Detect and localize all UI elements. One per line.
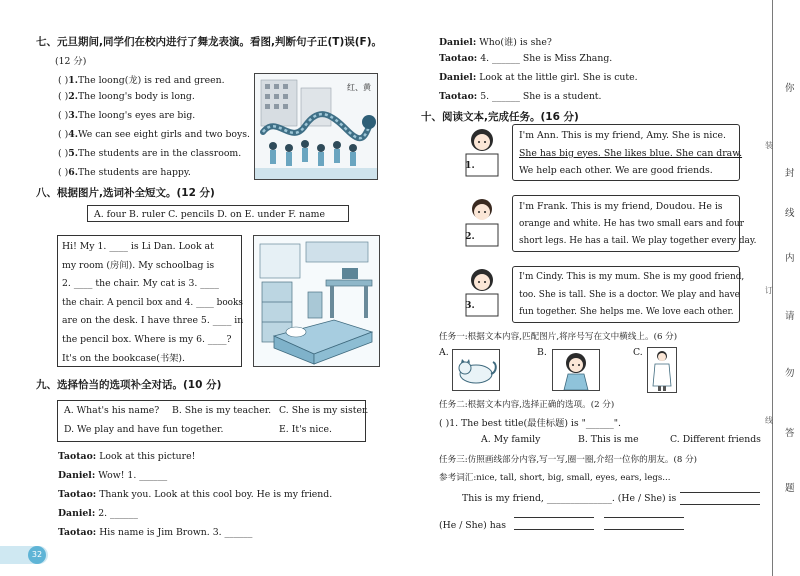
dragon-dance-illustration: [254, 73, 378, 180]
task-3-line-1: This is my friend, ______________. (He / She) is: [462, 493, 677, 504]
section-10-title: 十、阅读文本,完成任务。(16 分): [421, 111, 579, 123]
tf-item-5: ( )5.The students are in the classroom.: [58, 148, 242, 159]
gutter-mark: 订: [765, 286, 773, 295]
gutter-char: 题: [785, 483, 795, 494]
task-2-option-b: B. This is me: [578, 434, 639, 445]
passage-2-number: 2.: [465, 231, 475, 242]
dialog-line: Taotao: His name is Jim Brown. 3. ______: [58, 527, 253, 538]
passage-3-bubble: [512, 266, 745, 323]
passage-1-bubble: [512, 124, 743, 181]
tf-item-2: ( )2.The loong's body is long.: [58, 91, 195, 102]
task-2-question: ( )1. The best title(最佳标题) is "______".: [439, 418, 622, 429]
task-2-option-c: C. Different friends: [670, 434, 761, 445]
tf-item-6: ( )6.The students are happy.: [58, 167, 191, 178]
section-8-title: 八、根据图片,选词补全短文。(12 分): [36, 187, 215, 199]
answer-line: [514, 529, 594, 530]
passage-1-line: I'm Ann. This is my friend, Amy. She is nice.: [519, 130, 727, 141]
bedroom-illustration: [253, 235, 380, 367]
passage-line: 2. ____ the chair. My cat is 3. ____: [62, 278, 219, 290]
dialog-line: Daniel: Look at the little girl. She is cute.: [439, 72, 638, 83]
gutter-mark: 线: [765, 416, 773, 425]
passage-line: my room (房间). My schoolbag is: [62, 259, 215, 271]
option-b: B. She is my teacher.: [172, 405, 272, 416]
gutter-char: 线: [785, 208, 795, 219]
passage-3-line: fun together. She helps me. We love each other.: [519, 307, 734, 317]
passage-3-number: 3.: [465, 300, 475, 311]
page-number: 32: [28, 546, 46, 564]
girl-picture: [552, 349, 600, 391]
passage-line: It's on the bookcase(书架).: [62, 352, 186, 364]
gutter-char: 请: [785, 311, 795, 322]
task-3-line-2: (He / She) has: [439, 520, 507, 531]
passage-line: Hi! My 1. ____ is Li Dan. Look at: [62, 241, 214, 252]
dialog-line: Taotao: Look at this picture!: [58, 451, 196, 462]
section-7-title: 七、元旦期间,同学们在校内进行了舞龙表演。看图,判断句子正(T)误(F)。: [36, 36, 383, 48]
dialog-line: Daniel: Wow! 1. ______: [58, 470, 168, 481]
tf-item-3: ( )3.The loong's eyes are big.: [58, 110, 196, 121]
passage-1-line: She has big eyes. She likes blue. She can draw.: [519, 147, 743, 159]
word-bank-box: A. four B. ruler C. pencils D. on E. under F. name: [87, 205, 349, 222]
task-2-option-a: A. My family: [481, 434, 541, 445]
passage-line: are on the desk. I have three 5. ____ in: [62, 315, 244, 327]
dialog-line: Taotao: Thank you. Look at this cool boy. He is my friend.: [58, 489, 333, 500]
task-1-instruction: 任务一:根据文本内容,匹配图片,将序号写在文中横线上。(6 分): [439, 332, 678, 342]
option-e: E. It's nice.: [279, 424, 333, 435]
dialog-line: Daniel: Who(谁) is she?: [439, 37, 552, 48]
answer-line: [680, 492, 760, 493]
pic-a-label: A.: [439, 347, 449, 358]
pic-b-label: B.: [537, 347, 547, 358]
option-c: C. She is my sister.: [279, 405, 369, 416]
answer-line: [604, 529, 684, 530]
task-3-instruction: 任务三:仿照画线部分内容,写一写,圈一圈,介绍一位你的朋友。(8 分): [439, 455, 698, 465]
tf-item-4: ( )4.We can see eight girls and two boys.: [58, 129, 250, 140]
pic-c-label: C.: [633, 347, 643, 358]
tf-item-1: ( )1.The loong(龙) is red and green.: [58, 75, 225, 86]
task-3-words: 参考词汇:nice, tall, short, big, small, eyes, ears, legs...: [439, 473, 671, 483]
dialog-line: Taotao: 4. ______ She is Miss Zhang.: [439, 53, 613, 64]
gutter-char: 你: [785, 83, 795, 94]
section-9-title: 九、选择恰当的选项补全对话。(10 分): [36, 379, 222, 391]
passage-line: the chair. A pencil box and 4. ____ books: [62, 297, 243, 308]
option-a: A. What's his name?: [64, 405, 160, 416]
gutter-char: 答: [785, 428, 795, 439]
passage-2-line: orange and white. He has two small ears and four: [519, 218, 745, 229]
gutter-char: 勿: [785, 368, 795, 379]
gutter-char: 封: [785, 168, 795, 179]
passage-3-line: too. She is tall. She is a doctor. We play and have: [519, 289, 740, 300]
passage-2-line: short legs. He has a tail. We play together every day.: [519, 236, 757, 246]
dialog-line: Taotao: 5. ______ She is a student.: [439, 91, 602, 102]
section-7-score: (12 分): [55, 56, 87, 67]
answer-line: [514, 517, 594, 518]
gutter-mark: 装: [765, 141, 773, 150]
task-2-instruction: 任务二:根据文本内容,选择正确的选项。(2 分): [439, 400, 615, 410]
answer-line: [680, 504, 760, 505]
passage-3-line: I'm Cindy. This is my mum. She is my good friend,: [519, 272, 745, 282]
passage-2-bubble: [512, 195, 757, 252]
doctor-mum-picture: [647, 347, 677, 393]
gutter-char: 内: [785, 253, 795, 264]
passage-line: the pencil box. Where is my 6. ____?: [62, 333, 232, 345]
passage-1-number: 1.: [465, 160, 475, 171]
passage-text: [62, 238, 244, 368]
passage-2-line: I'm Frank. This is my friend, Doudou. He is: [519, 201, 723, 212]
dialog-line: Daniel: 2. ______: [58, 508, 138, 519]
cat-picture: [452, 349, 500, 391]
answer-line: [604, 517, 684, 518]
pic-color-label: 红、黄: [347, 83, 371, 92]
option-d: D. We play and have fun together.: [64, 424, 224, 435]
passage-1-line: We help each other. We are good friends.: [519, 165, 713, 176]
